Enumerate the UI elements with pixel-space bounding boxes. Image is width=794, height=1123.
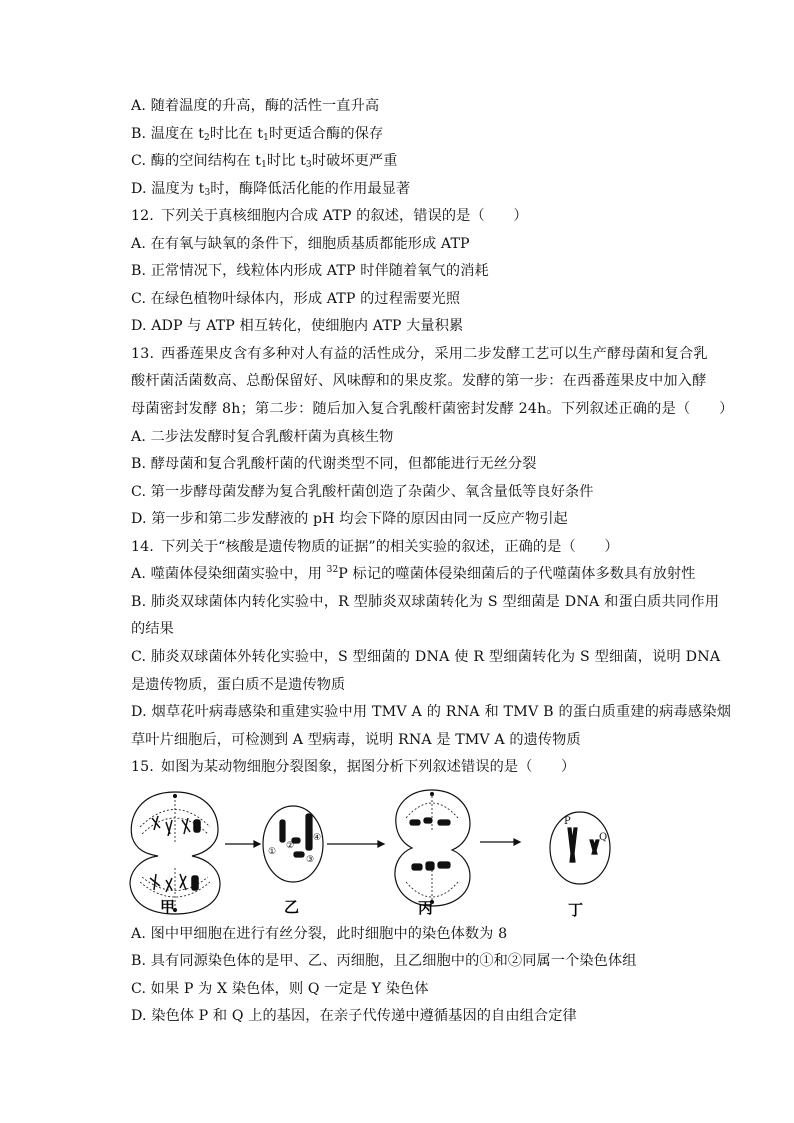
q14-option-b-line-2: 的结果 xyxy=(131,621,174,637)
q14-option-d-line-2: 草叶片细胞后，可检测到 A 型病毒，说明 RNA 是 TMV A 的遗传物质 xyxy=(131,732,581,748)
marker-4: ④ xyxy=(313,833,322,843)
q13-option-a: A. 二步法发酵时复合乳酸杆菌为真核生物 xyxy=(131,429,394,445)
q14-option-b-line-1: B. 肺炎双球菌体内转化实验中，R 型肺炎双球菌转化为 S 型细菌是 DNA 和蛋白质共同作用 xyxy=(131,594,720,610)
q13-option-c: C. 第一步酵母菌发酵为复合乳酸杆菌创造了杂菌少、氧含量低等良好条件 xyxy=(131,484,594,500)
cell-division-figure xyxy=(120,782,640,922)
q15-option-d: D. 染色体 P 和 Q 上的基因，在亲子代传递中遵循基因的自由组合定律 xyxy=(131,1008,577,1024)
label-bing: 丙 xyxy=(418,899,434,917)
question-number: 14. xyxy=(131,539,154,555)
q15-option-c: C. 如果 P 为 X 染色体，则 Q 一定是 Y 染色体 xyxy=(131,981,429,997)
q13-stem-line-2: 酸杆菌活菌数高、总酚保留好、风味醇和的果皮浆。发酵的第一步：在西番莲果皮中加入酵 xyxy=(131,373,707,389)
cell-ding xyxy=(550,812,610,884)
marker-3: ③ xyxy=(306,855,315,865)
q14-option-c-line-1: C. 肺炎双球菌体外转化实验中，S 型细菌的 DNA 使 R 型细菌转化为 S 型细菌，说明 DNA xyxy=(131,649,721,665)
chromosome-label-q: Q xyxy=(599,832,608,843)
cell-yi xyxy=(263,806,323,882)
q13-option-d: D. 第一步和第二步发酵液的 pH 均会下降的原因由同一反应产物引起 xyxy=(131,511,568,527)
cell-jia xyxy=(130,792,220,914)
q12-stem: 12. 下列关于真核细胞内合成 ATP 的叙述，错误的是（ ） xyxy=(131,208,528,224)
q14-option-d-line-1: D. 烟草花叶病毒感染和重建实验中用 TMV A 的 RNA 和 TMV B 的蛋白质重建的病毒感染烟 xyxy=(131,704,732,720)
marker-1: ① xyxy=(268,847,277,857)
q11-option-b: B. 温度在 $t_2$时比在 $t_1$时更适合酶的保存 xyxy=(131,126,384,143)
label-yi: 乙 xyxy=(284,898,300,916)
q15-option-b: B. 具有同源染色体的是甲、乙、丙细胞，且乙细胞中的①和②同属一个染色体组 xyxy=(131,953,637,969)
q15-option-a: A. 图中甲细胞在进行有丝分裂，此时细胞中的染色体数为 8 xyxy=(131,926,508,942)
cell-bing xyxy=(395,790,470,906)
q13-stem-line-1: 13. 西番莲果皮含有多种对人有益的活性成分，采用二步发酵工艺可以生产酵母菌和复合乳 xyxy=(131,346,708,362)
question-number: 15. xyxy=(131,759,154,775)
chromosome-label-p: P xyxy=(564,816,571,827)
q14-option-c-line-2: 是遗传物质，蛋白质不是遗传物质 xyxy=(131,677,346,693)
q13-stem-line-3: 母菌密封发酵 8h；第二步：随后加入复合乳酸杆菌密封发酵 24h。下列叙述正确的是（ ） xyxy=(131,401,734,417)
q11-option-a: A. 随着温度的升高，酶的活性一直升高 xyxy=(131,98,380,114)
label-jia: 甲 xyxy=(160,898,176,916)
q12-option-b: B. 正常情况下，线粒体内形成 ATP 时伴随着氧气的消耗 xyxy=(131,263,489,279)
q14-option-a: A. 噬菌体侵染细菌实验中，用 $^{32}$P 标记的噬菌体侵染细菌后的子代噬菌体多数具有放射性 xyxy=(131,565,696,582)
q12-option-d: D. ADP 与 ATP 相互转化，使细胞内 ATP 大量积累 xyxy=(131,318,464,334)
q14-stem: 14. 下列关于“核酸是遗传物质的证据”的相关实验的叙述，正确的是（ ） xyxy=(131,539,619,555)
question-number: 13. xyxy=(131,346,155,362)
q12-option-c: C. 在绿色植物叶绿体内，形成 ATP 的过程需要光照 xyxy=(131,291,461,307)
q11-option-c: C. 酶的空间结构在 $t_1$时比 $t_3$时破坏更严重 xyxy=(131,153,398,170)
q15-stem: 15. 如图为某动物细胞分裂图象，据图分析下列叙述错误的是（ ） xyxy=(131,759,576,775)
q13-option-b: B. 酵母菌和复合乳酸杆菌的代谢类型不同，但都能进行无丝分裂 xyxy=(131,456,537,472)
question-number: 12. xyxy=(131,208,154,224)
label-ding: 丁 xyxy=(568,901,584,919)
q11-option-d: D. 温度为 $t_3$时，酶降低活化能的作用最显著 xyxy=(131,181,411,198)
q12-option-a: A. 在有氧与缺氧的条件下，细胞质基质都能形成 ATP xyxy=(131,236,470,252)
marker-2: ② xyxy=(286,841,295,851)
